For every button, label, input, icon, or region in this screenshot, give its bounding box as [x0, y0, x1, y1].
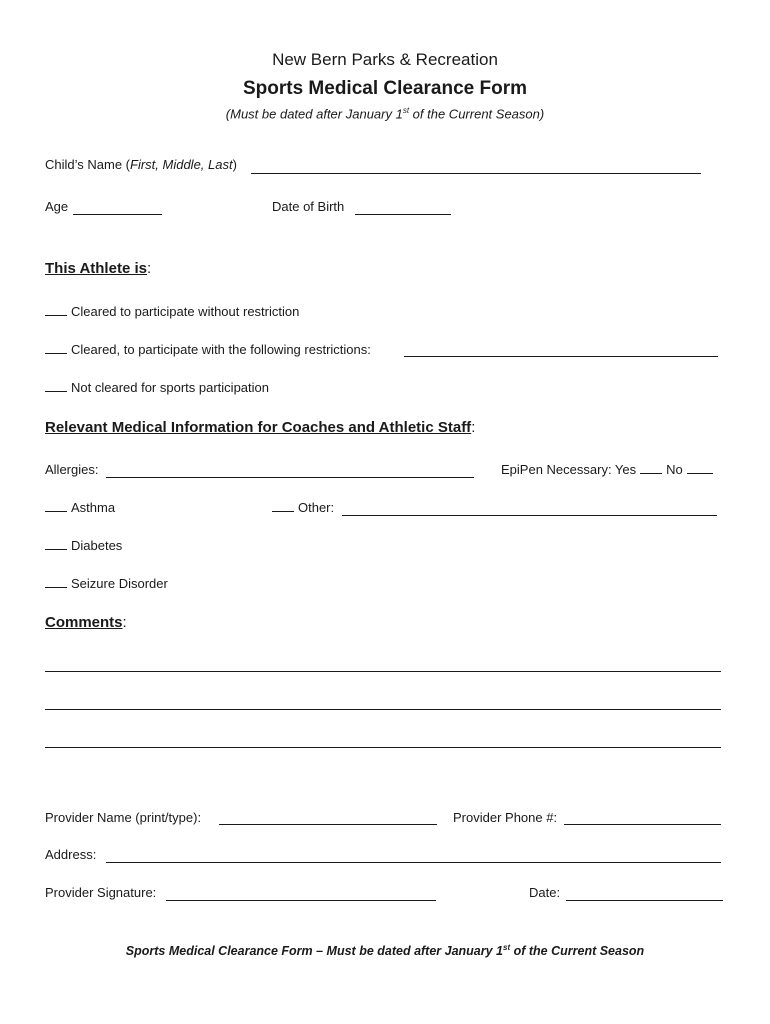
address-field[interactable] — [106, 862, 721, 863]
other-condition-field[interactable] — [342, 515, 717, 516]
form-title: Sports Medical Clearance Form — [242, 78, 528, 99]
provider-name-field[interactable] — [219, 824, 437, 825]
dob-label: Date of Birth — [272, 199, 345, 214]
comments-line-3[interactable] — [45, 747, 721, 748]
condition-asthma[interactable]: Asthma — [45, 500, 115, 515]
provider-phone-field[interactable] — [564, 824, 721, 825]
signature-field[interactable] — [166, 900, 436, 901]
form-subtitle: (Must be dated after January 1st of the Current Season) — [225, 106, 545, 122]
condition-seizure[interactable]: Seizure Disorder — [45, 576, 168, 591]
age-label: Age — [45, 199, 69, 214]
child-name-field[interactable] — [251, 173, 701, 174]
epipen-no-blank[interactable] — [687, 472, 713, 474]
footer-note: Sports Medical Clearance Form – Must be dated after January 1st of the Current Season — [125, 943, 645, 959]
age-field[interactable] — [73, 214, 162, 215]
option-cleared-restrictions[interactable]: Cleared, to participate with the following restrictions: — [45, 342, 371, 357]
comments-line-2[interactable] — [45, 709, 721, 710]
date-label: Date: — [529, 885, 561, 900]
medical-info-heading: Relevant Medical Information for Coaches and Athletic Staff: — [45, 419, 476, 436]
restrictions-field[interactable] — [404, 356, 718, 357]
child-name-label: Child’s Name (First, Middle, Last) — [45, 157, 237, 172]
org-name: New Bern Parks & Recreation — [272, 50, 498, 69]
checkbox-blank[interactable] — [45, 352, 67, 354]
epipen-yes-blank[interactable] — [640, 472, 662, 474]
checkbox-blank[interactable] — [45, 548, 67, 550]
option-cleared[interactable]: Cleared to participate without restriction — [45, 304, 299, 319]
checkbox-blank[interactable] — [45, 586, 67, 588]
signature-label: Provider Signature: — [45, 885, 157, 900]
allergies-label: Allergies: — [45, 462, 99, 477]
checkbox-blank[interactable] — [272, 510, 294, 512]
dob-field[interactable] — [355, 214, 451, 215]
comments-heading: Comments: — [45, 614, 127, 631]
allergies-field[interactable] — [106, 477, 474, 478]
checkbox-blank[interactable] — [45, 390, 67, 392]
provider-name-label: Provider Name (print/type): — [45, 810, 202, 825]
epipen-label: EpiPen Necessary: Yes No — [501, 462, 717, 477]
checkbox-blank[interactable] — [45, 314, 67, 316]
provider-phone-label: Provider Phone #: — [453, 810, 558, 825]
athlete-status-heading: This Athlete is: — [45, 260, 152, 277]
condition-other[interactable]: Other: — [272, 500, 334, 515]
date-field[interactable] — [566, 900, 723, 901]
checkbox-blank[interactable] — [45, 510, 67, 512]
comments-line-1[interactable] — [45, 671, 721, 672]
address-label: Address: — [45, 847, 97, 862]
option-not-cleared[interactable]: Not cleared for sports participation — [45, 380, 269, 395]
condition-diabetes[interactable]: Diabetes — [45, 538, 122, 553]
